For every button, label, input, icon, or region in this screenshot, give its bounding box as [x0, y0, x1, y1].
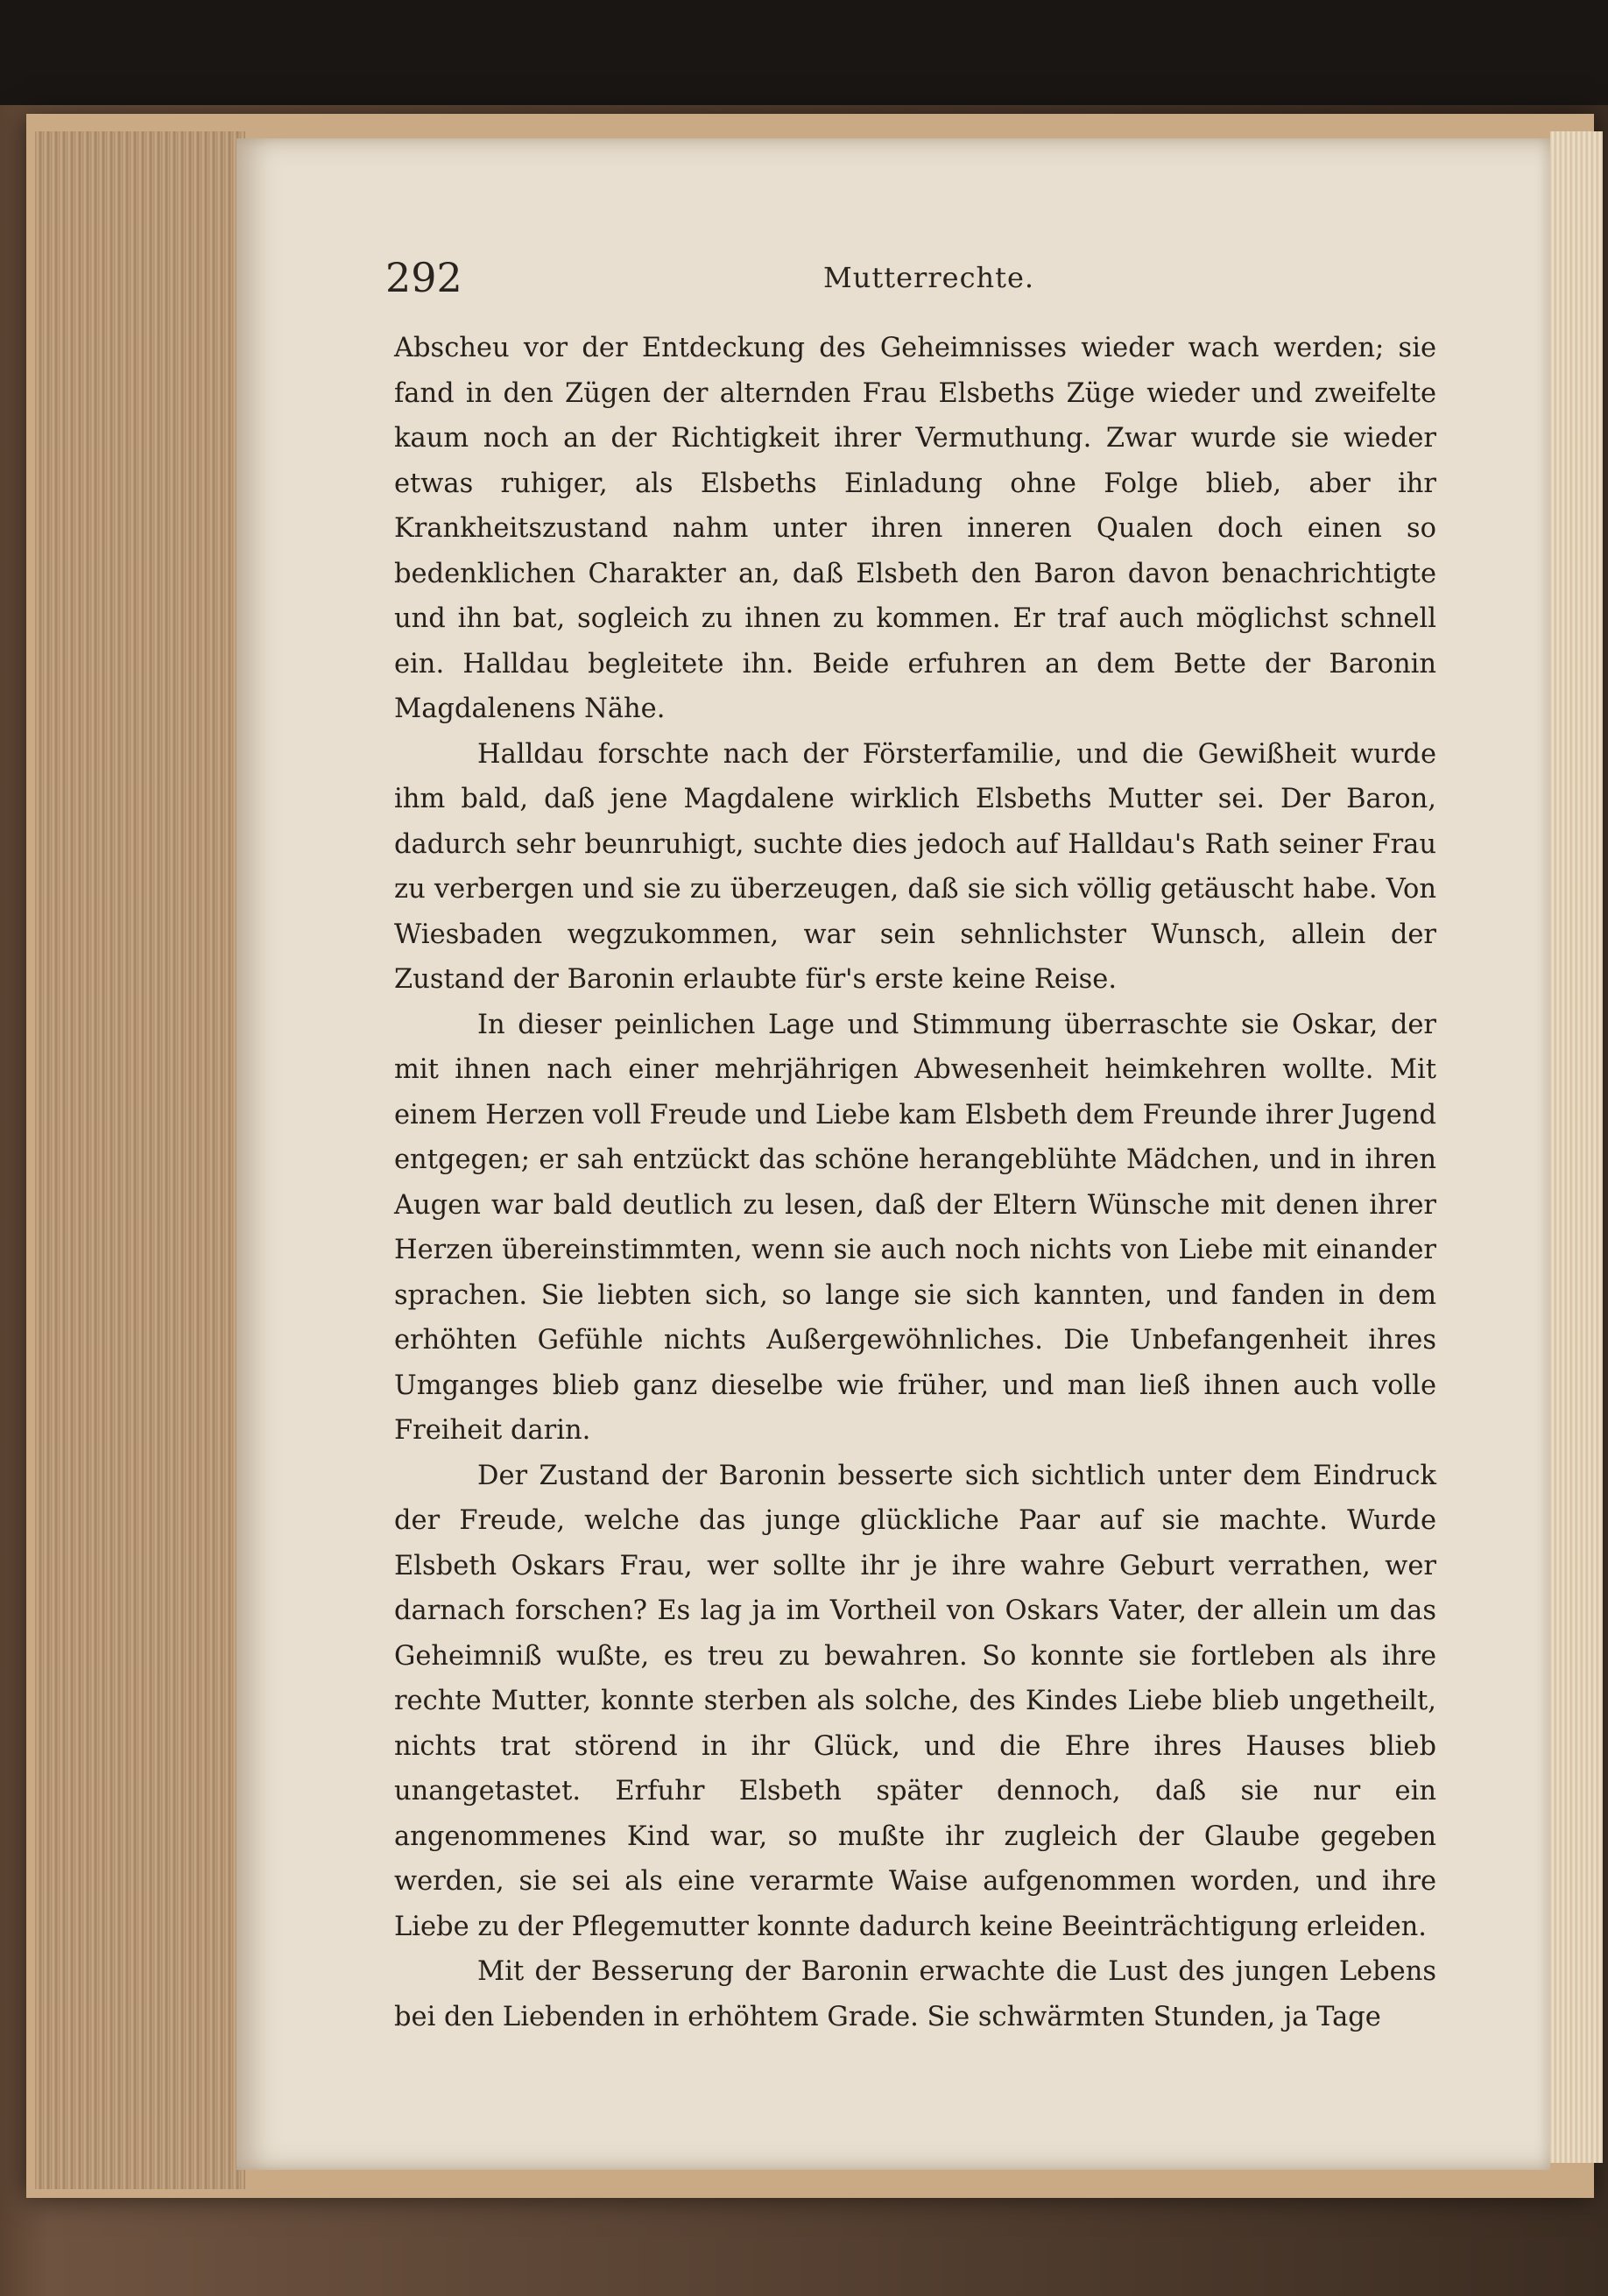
page-text: [394, 326, 1436, 2039]
paragraph-5: Mit der Besserung der Baronin erwachte die Lust des jungen Lebens bei den Liebenden in erhöhtem Grade. Sie schwärmten Stunden, ja Tage: [394, 1956, 1436, 2032]
right-page-edges: [1550, 131, 1603, 2163]
left-page-edges: [35, 131, 245, 2189]
page-number: 292: [385, 254, 462, 301]
paragraph-3: In dieser peinlichen Lage und Stimmung überraschte sie Oskar, der mit ihnen nach einer mehrjährigen Abwesenheit heimkehren wollte. Mit einem Herzen voll Freude und Liebe kam Elsbeth dem Freunde ihrer Jugend entgegen; er sah entzückt das schöne herangeblühte Mädchen, und in ihren Augen war bald deutlich zu lesen, daß der Eltern Wünsche mit denen ihrer Herzen übereinstimmten, wenn sie auch noch nichts von Liebe mit einander sprachen. Sie liebten sich, so lange sie sich kannten, und fanden in dem erhöhten Gefühle nichts Außergewöhnliches. Die Unbefangenheit ihres Umganges blieb ganz dieselbe wie früher, und man ließ ihnen auch volle Freiheit darin.: [394, 1009, 1436, 1446]
paragraph-1: Abscheu vor der Entdeckung des Geheimnisses wieder wach werden; sie fand in den Zügen der alternden Frau Elsbeths Züge wieder und zweifelte kaum noch an der Richtigkeit ihrer Vermuthung. Zwar wurde sie wieder etwas ruhiger, als Elsbeths Einladung ohne Folge blieb, aber ihr Krankheitszustand nahm unter ihren inneren Qualen doch einen so bedenklichen Charakter an, daß Elsbeth den Baron davon benachrichtigte und ihn bat, sogleich zu ihnen zu kommen. Er traf auch möglichst schnell ein. Halldau begleitete ihn. Beide erfuhren an dem Bette der Baronin Magdalenens Nähe.: [394, 333, 1436, 724]
running-title: Mutterrechte.: [823, 261, 1035, 294]
page-header: [385, 254, 1436, 306]
paragraph-2: Halldau forschte nach der Försterfamilie, und die Gewißheit wurde ihm bald, daß jene Magdalene wirklich Elsbeths Mutter sei. Der Baron, dadurch sehr beunruhigt, suchte dies jedoch auf Halldau's Rath seiner Frau zu verbergen und sie zu überzeugen, daß sie sich völlig getäuscht habe. Von Wiesbaden wegzukommen, war sein sehnlichster Wunsch, allein der Zustand der Baronin erlaubte für's erste keine Reise.: [394, 738, 1436, 995]
paragraph-4: Der Zustand der Baronin besserte sich sichtlich unter dem Eindruck der Freude, welche das junge glückliche Paar auf sie machte. Wurde Elsbeth Oskars Frau, wer sollte ihr je ihre wahre Geburt verrathen, wer darnach forschen? Es lag ja im Vortheil von Oskars Vater, der allein um das Geheimniß wußte, es treu zu bewahren. So konnte sie fortleben als ihre rechte Mutter, konnte sterben als solche, des Kindes Liebe blieb ungetheilt, nichts trat störend in ihr Glück, und die Ehre ihres Hauses blieb unangetastet. Erfuhr Elsbeth später dennoch, daß sie nur ein angenommenes Kind war, so mußte ihr zugleich der Glaube gegeben werden, sie sei als eine verarmte Waise aufgenommen worden, und ihre Liebe zu der Pflegemutter konnte dadurch keine Beeinträchtigung erleiden.: [394, 1460, 1436, 1942]
